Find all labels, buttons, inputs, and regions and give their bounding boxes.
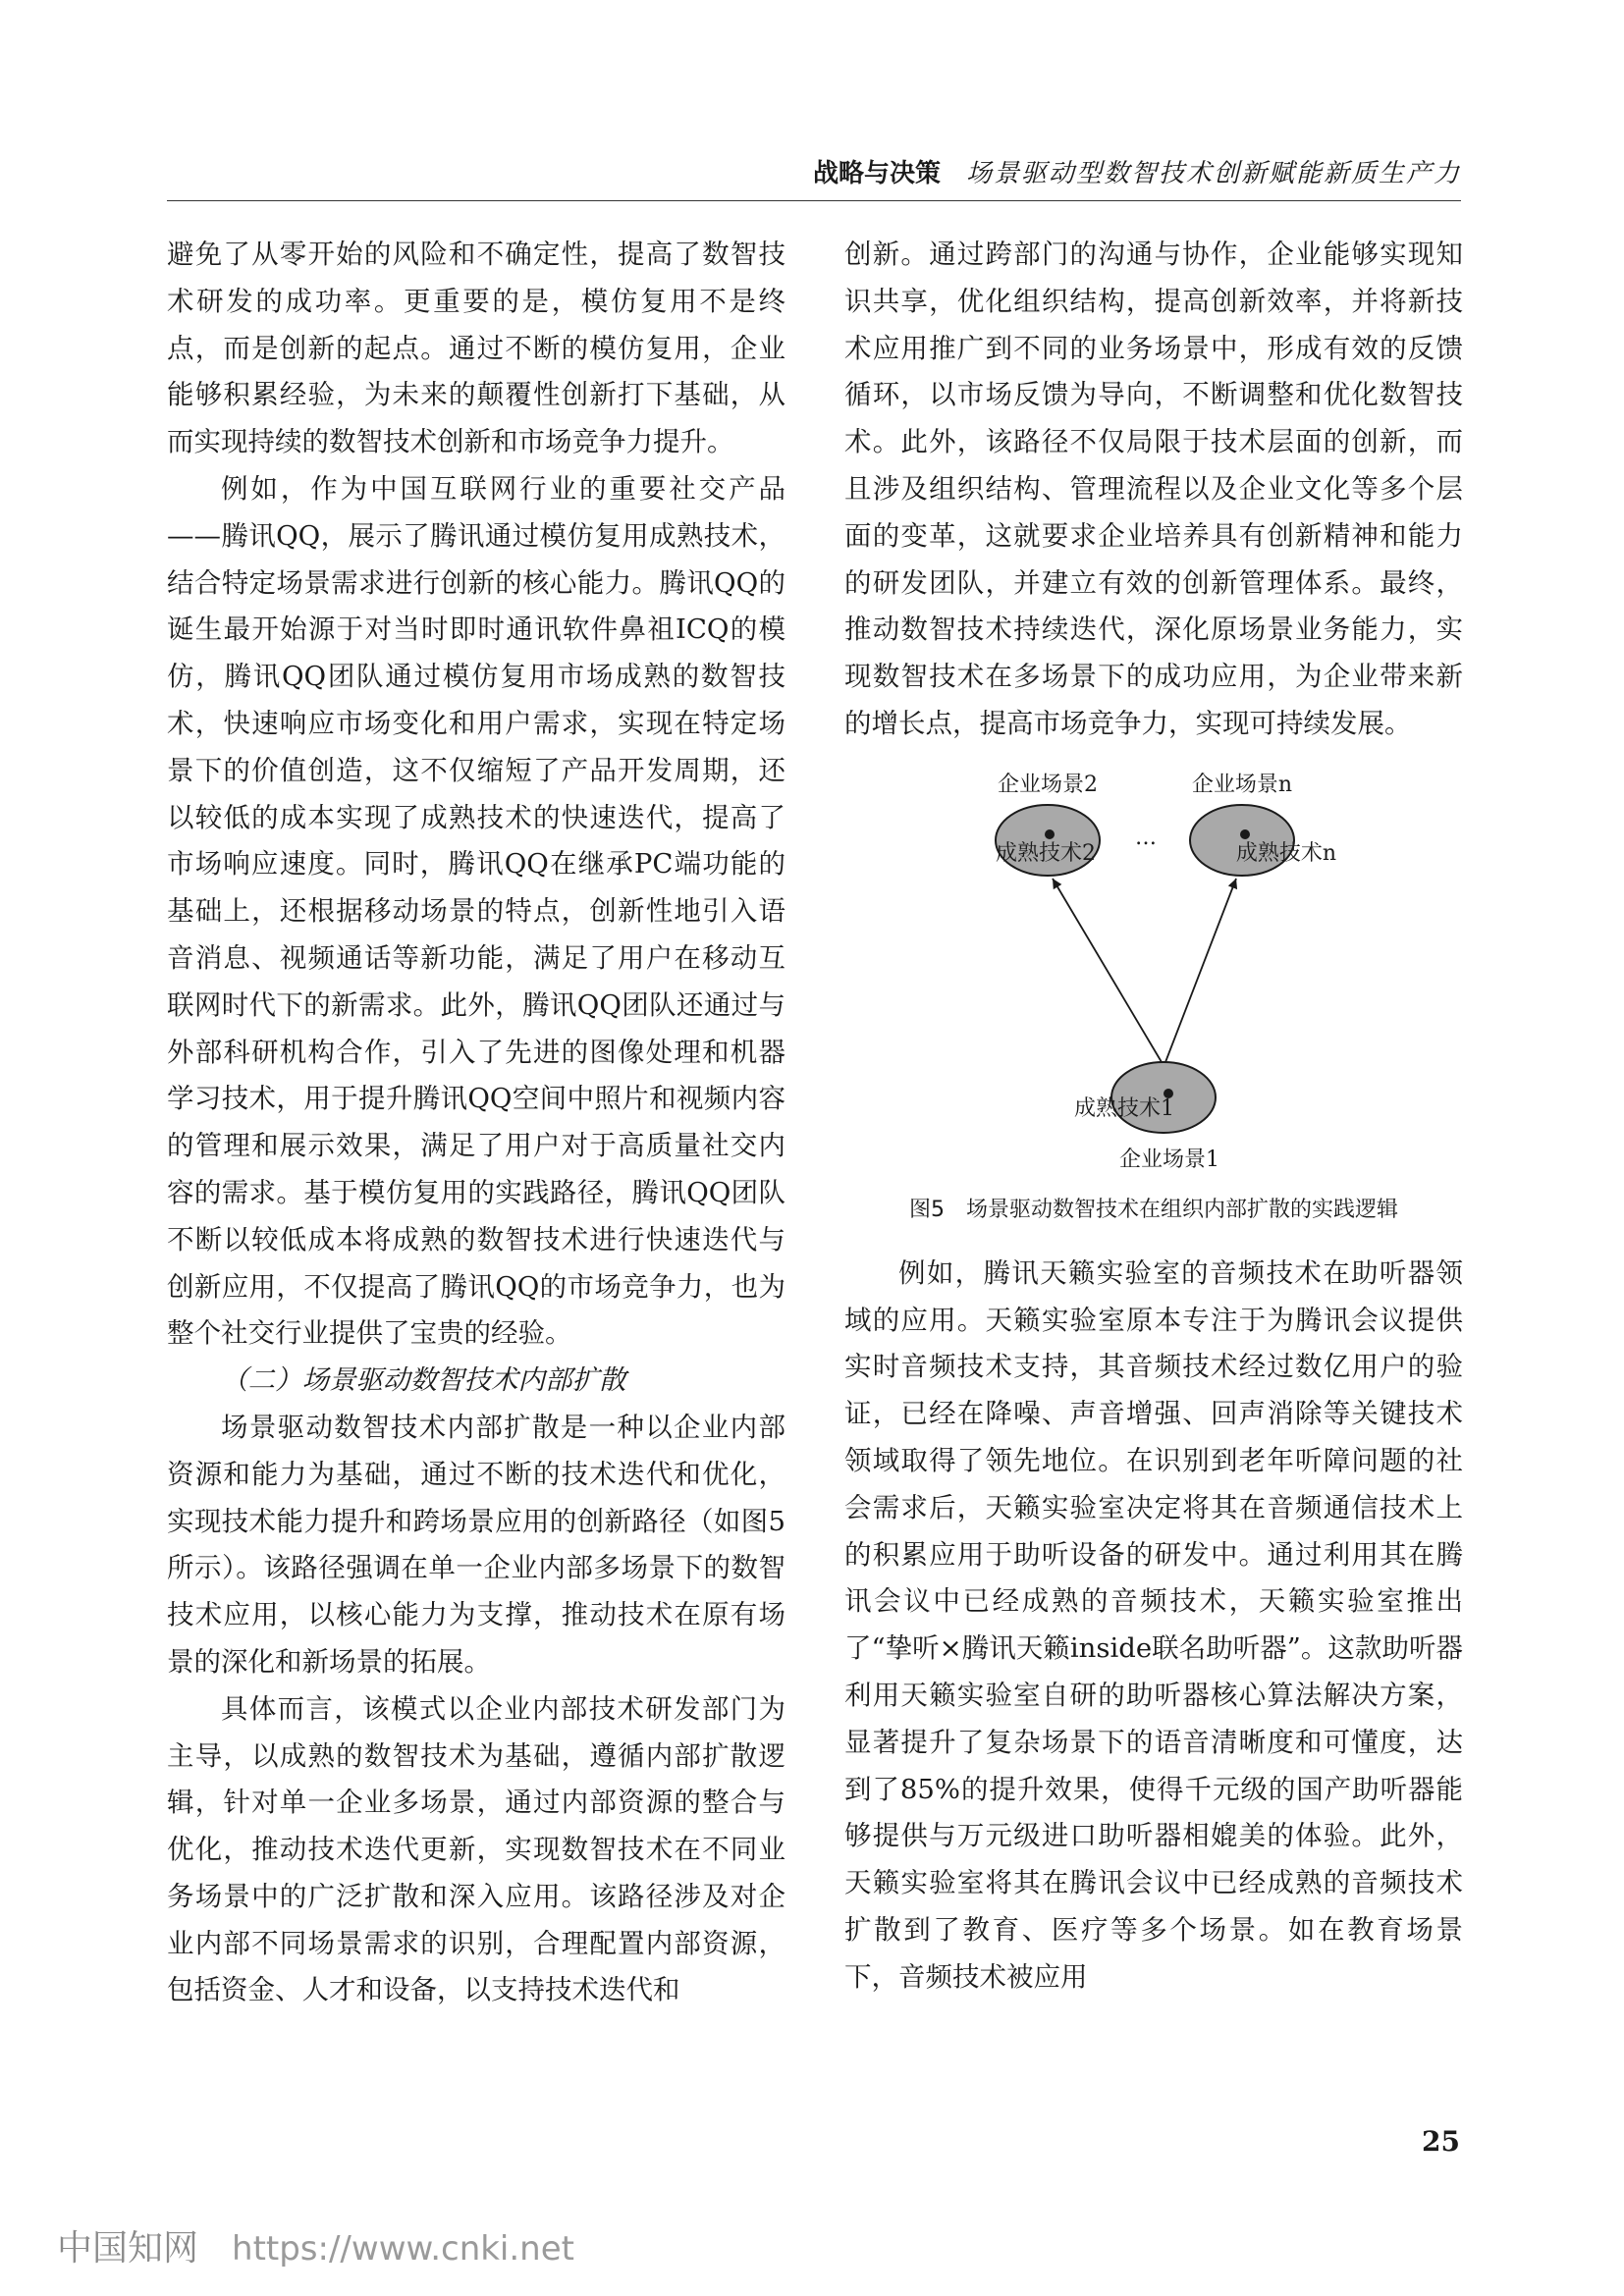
diffusion-diagram — [947, 764, 1360, 1186]
paragraph: 例如，作为中国互联网行业的重要社交产品——腾讯QQ，展示了腾讯通过模仿复用成熟技术，结合特定场景需求进行创新的核心能力。腾讯QQ的诞生最开始源于对当时即时通讯软件鼻祖ICQ的模仿，腾讯QQ团队通过模仿复用市场成熟的数智技术，快速响应市场变化和用户需求，实现在特定场景下的价值创造，这不仅缩短了产品开发周期，还以较低的成本实现了成熟技术的快速迭代，提高了市场响应速度。同时，腾讯QQ在继承PC端功能的基础上，还根据移动场景的特点，创新性地引入语音消息、视频通话等新功能，满足了用户在移动互联网时代下的新需求。此外，腾讯QQ团队还通过与外部科研机构合作，引入了先进的图像处理和机器学习技术，用于提升腾讯QQ空间中照片和视频内容的管理和展示效果，满足了用户对于高质量社交内容的需求。基于模仿复用的实践路径，腾讯QQ团队不断以较低成本将成熟的数智技术进行快速迭代与创新应用，不仅提高了腾讯QQ的市场竞争力，也为整个社交行业提供了宝贵的经验。 — [167, 472, 785, 1350]
watermark-url: https://www.cnki.net — [232, 2229, 574, 2269]
left-column — [167, 232, 785, 2014]
tech-2-label: 成熟技术2 — [996, 840, 1096, 866]
tech-n-label: 成熟技术n — [1235, 840, 1337, 866]
node-dot — [1045, 829, 1055, 839]
header-text — [813, 153, 1461, 189]
paragraph: 避免了从零开始的风险和不确定性，提高了数智技术研发的成功率。更重要的是，模仿复用不是终点，而是创新的起点。通过不断的模仿复用，企业能够积累经验，为未来的颠覆性创新打下基础，从而实现持续的数智技术创新和市场竞争力提升。 — [167, 239, 785, 458]
arrow-to-scene-2 — [1053, 879, 1162, 1062]
paragraph: 场景驱动数智技术内部扩散是一种以企业内部资源和能力为基础，通过不断的技术迭代和优化，实现技术能力提升和跨场景应用的创新路径（如图5所示）。该路径强调在单一企业内部多场景下的数智技术应用，以核心能力为支撑，推动技术在原有场景的深化和新场景的拓展。 — [167, 1411, 785, 1678]
tech-1-label: 成熟技术1 — [1074, 1095, 1174, 1121]
figure-5 — [844, 764, 1463, 1225]
ellipsis-label: … — [1135, 825, 1157, 850]
running-header — [167, 145, 1461, 201]
header-section: 战略与决策 — [812, 159, 941, 188]
header-title: 场景驱动型数智技术创新赋能新质生产力 — [965, 159, 1461, 188]
cnki-watermark — [57, 2220, 574, 2270]
page-number: 25 — [1422, 2125, 1460, 2158]
node-dot — [1240, 829, 1250, 839]
paragraph: 例如，腾讯天籁实验室的音频技术在助听器领域的应用。天籁实验室原本专注于为腾讯会议提供实时音频技术支持，其音频技术经过数亿用户的验证，已经在降噪、声音增强、回声消除等关键技术领域取得了领先地位。在识别到老年听障问题的社会需求后，天籁实验室决定将其在音频通信技术上的积累应用于助听设备的研发中。通过利用其在腾讯会议中已经成熟的音频技术，天籁实验室推出了“挚听×腾讯天籁inside联名助听器”。这款助听器利用天籁实验室自研的助听器核心算法解决方案，显著提升了复杂场景下的语音清晰度和可懂度，达到了85%的提升效果，使得千元级的国产助听器能够提供与万元级进口助听器相媲美的体验。此外，天籁实验室将其在腾讯会议中已经成熟的音频技术扩散到了教育、医疗等多个场景。如在教育场景下，音频技术被应用 — [844, 1256, 1463, 1993]
paragraph: 创新。通过跨部门的沟通与协作，企业能够实现知识共享，优化组织结构，提高创新效率，并将新技术应用推广到不同的业务场景中，形成有效的反馈循环，以市场反馈为导向，不断调整和优化数智技术。此外，该路径不仅局限于技术层面的创新，而且涉及组织结构、管理流程以及企业文化等多个层面的变革，这就要求企业培养具有创新精神和能力的研发团队，并建立有效的创新管理体系。最终，推动数智技术持续迭代，深化原场景业务能力，实现数智技术在多场景下的成功应用，为企业带来新的增长点，提高市场竞争力，实现可持续发展。 — [844, 239, 1463, 739]
watermark-brand: 中国知网 — [57, 2228, 199, 2269]
right-column — [844, 232, 1463, 2002]
scene-2-label: 企业场景2 — [998, 772, 1098, 797]
paragraph: 具体而言，该模式以企业内部技术研发部门为主导，以成熟的数智技术为基础，遵循内部扩散逻辑，针对单一企业多场景，通过内部资源的整合与优化，推动技术迭代更新，实现数智技术在不同业务场景中的广泛扩散和深入应用。该路径涉及对企业内部不同场景需求的识别，合理配置内部资源，包括资金、人才和设备，以支持技术迭代和 — [167, 1692, 785, 2006]
arrow-to-scene-n — [1165, 879, 1236, 1062]
section-subheading: （二）场景驱动数智技术内部扩散 — [221, 1364, 626, 1397]
scene-1-label: 企业场景1 — [1119, 1147, 1219, 1172]
figure-caption: 图5 场景驱动数智技术在组织内部扩散的实践逻辑 — [909, 1197, 1398, 1222]
scene-n-label: 企业场景n — [1191, 772, 1293, 797]
